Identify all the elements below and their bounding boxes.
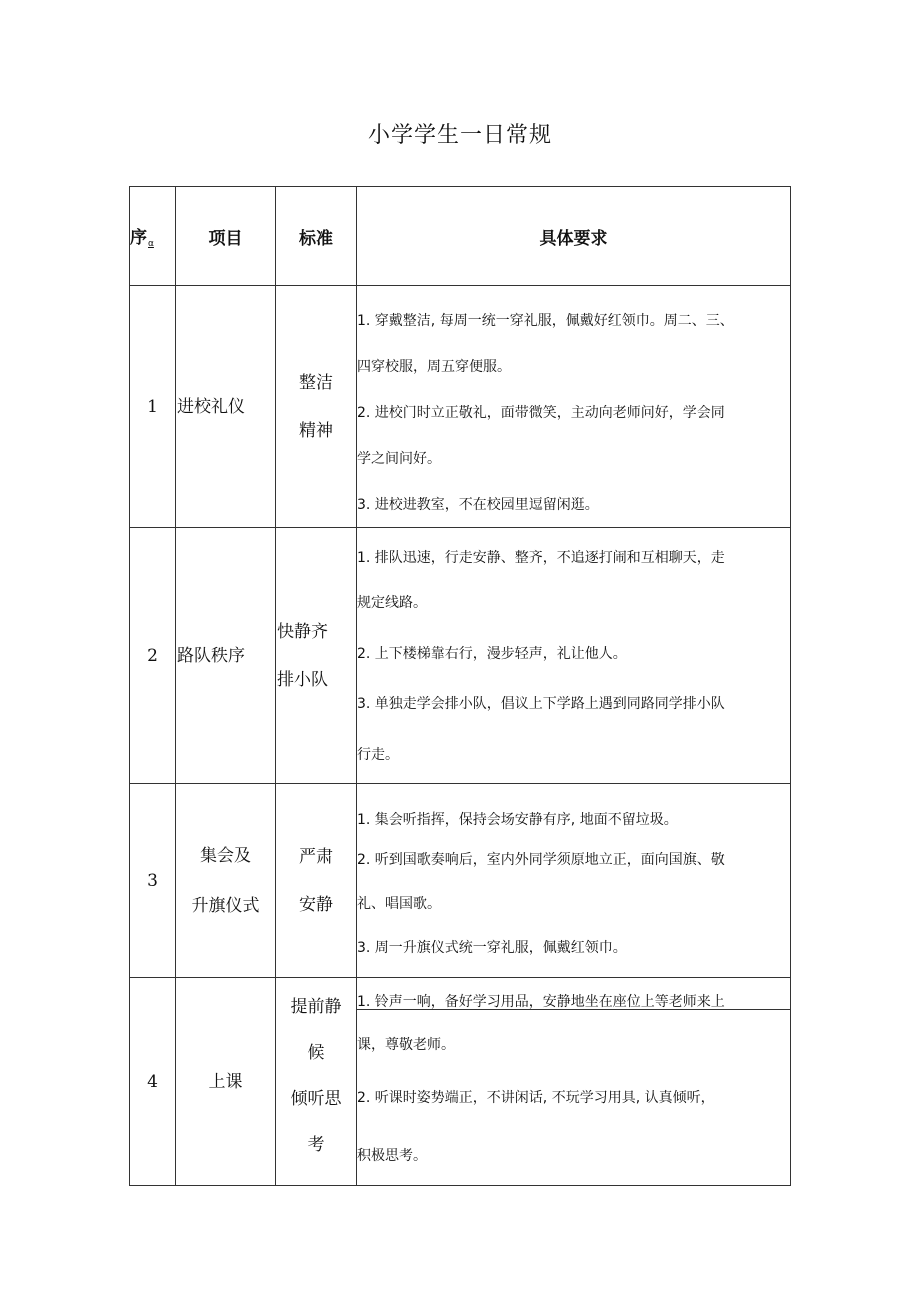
- row-item: [176, 978, 276, 1186]
- row-item-line: 进校礼仪: [177, 396, 245, 417]
- requirement-line: 3. 进校进教室，不在校园里逗留闲逛。: [357, 497, 599, 513]
- header-requirements: 具体要求: [357, 187, 791, 286]
- table-row: [130, 978, 791, 1186]
- header-item: 项目: [176, 187, 276, 286]
- row-item-line: 路队秩序: [177, 645, 245, 666]
- document-title: 小学学生一日常规: [367, 123, 552, 148]
- header-seq-mark: α: [148, 239, 154, 249]
- row-item: [176, 286, 276, 528]
- row-standard-line: 精神: [299, 420, 333, 441]
- row-requirements: [357, 784, 791, 978]
- requirement-line: 礼、唱国歌。: [357, 895, 441, 912]
- requirement-line: 积极思考。: [357, 1148, 427, 1164]
- requirement-line: 行走。: [357, 747, 399, 763]
- row-standard: [276, 784, 357, 978]
- row-standard: [276, 978, 357, 1186]
- inner-divider: [357, 1009, 790, 1010]
- requirement-line: 1. 穿戴整洁, 每周一统一穿礼服，佩戴好红领巾。周二、三、: [357, 313, 734, 329]
- row-item: [176, 784, 276, 978]
- daily-rules-table: [129, 186, 791, 1186]
- table-row: [130, 784, 791, 978]
- row-standard-line: 严肃: [299, 846, 333, 867]
- row-item-line: 集会及: [200, 845, 251, 866]
- requirement-line: 2. 进校门时立正敬礼，面带微笑，主动向老师问好，学会同: [357, 405, 725, 421]
- row-requirements: [357, 286, 791, 528]
- requirement-line: 四穿校服，周五穿便服。: [357, 359, 511, 375]
- requirement-line: 学之间问好。: [357, 451, 441, 467]
- row-item: [176, 528, 276, 784]
- table-row: [130, 528, 791, 784]
- row-seq: 4: [130, 978, 176, 1186]
- row-requirements: [357, 528, 791, 784]
- row-seq: 2: [130, 528, 176, 784]
- table-row: [130, 286, 791, 528]
- row-standard: [276, 528, 357, 784]
- requirement-line: 1. 铃声一响，备好学习用品，安静地坐在座位上等老师来上: [357, 994, 725, 1010]
- row-requirements: [357, 978, 791, 1186]
- row-seq: 3: [130, 784, 176, 978]
- row-item-line: 升旗仪式: [191, 895, 260, 916]
- requirement-line: 2. 听课时姿势端正，不讲闲话, 不玩学习用具, 认真倾听，: [357, 1090, 715, 1106]
- table-header-row: [130, 187, 791, 286]
- requirement-line: 规定线路。: [357, 595, 427, 611]
- header-seq-label: 序: [130, 228, 147, 248]
- row-standard: [276, 286, 357, 528]
- requirement-line: 3. 单独走学会排小队，倡议上下学路上遇到同路同学排小队: [357, 696, 725, 712]
- row-standard-line: 倾听思: [290, 1089, 342, 1109]
- header-standard: 标准: [276, 187, 357, 286]
- row-standard-line: 候: [307, 1043, 325, 1063]
- row-seq: 1: [130, 286, 176, 528]
- requirement-line: 1. 排队迅速，行走安静、整齐，不追逐打闹和互相聊天，走: [357, 550, 725, 566]
- row-standard-line: 安静: [299, 894, 333, 915]
- row-standard-line: 快静齐: [277, 621, 328, 642]
- requirement-line: 2. 听到国歌奏响后，室内外同学须原地立正，面向国旗、敬: [357, 851, 725, 868]
- row-standard-line: 排小队: [277, 669, 328, 690]
- requirement-line: 2. 上下楼梯靠右行，漫步轻声，礼让他人。: [357, 646, 627, 662]
- header-seq: [130, 187, 176, 286]
- requirement-line: 3. 周一升旗仪式统一穿礼服，佩戴红领巾。: [357, 939, 627, 956]
- requirement-line: 课，尊敬老师。: [357, 1037, 455, 1053]
- row-standard-line: 考: [307, 1135, 325, 1155]
- row-standard-line: 提前静: [290, 997, 342, 1017]
- row-item-line: 上课: [208, 1071, 243, 1092]
- row-standard-line: 整洁: [299, 372, 333, 393]
- requirement-line: 1. 集会听指挥，保持会场安静有序, 地面不留垃圾。: [357, 811, 678, 828]
